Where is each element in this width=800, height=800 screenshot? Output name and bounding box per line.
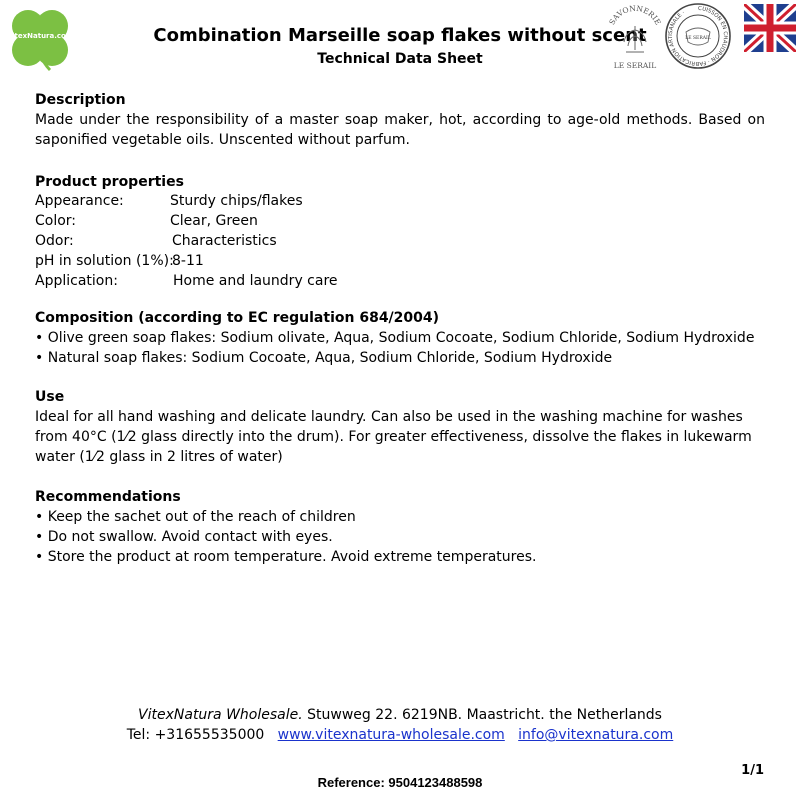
footer-address-line <box>0 707 800 723</box>
seal1-top-text: SAVONNERIE <box>607 3 663 27</box>
composition-item: • Olive green soap flakes: Sodium olivate, Aqua, Sodium Cocoate, Sodium Chloride, Sodium Hydroxide <box>35 330 755 346</box>
property-row-ph <box>35 251 535 271</box>
property-key: pH in solution (1%): <box>35 253 174 269</box>
email-link[interactable]: info@vitexnatura.com <box>518 727 674 743</box>
le-serail-round-seal <box>664 2 732 70</box>
uk-flag-icon[interactable] <box>744 4 796 52</box>
footer-company: VitexNatura Wholesale. <box>138 707 303 723</box>
footer-phone: Tel: +31655535000 <box>126 727 265 743</box>
properties-list <box>35 191 535 291</box>
property-key: Application: <box>35 273 118 289</box>
composition-item: • Natural soap flakes: Sodium Cocoate, Aqua, Sodium Chloride, Sodium Hydroxide <box>35 350 613 366</box>
property-value: Characteristics <box>172 233 277 249</box>
recommendation-item: • Do not swallow. Avoid contact with eyes. <box>35 529 333 545</box>
logo-text: VitexNatura.com <box>6 32 74 40</box>
use-text: Ideal for all hand washing and delicate laundry. Can also be used in the washing machine for washes from 40°C (1⁄2 glass directly into the drum). For greater effectiveness, dissolve the flakes in lukewarm water (1⁄2 glass in 2 litres of water) <box>35 409 752 465</box>
savonnerie-seal <box>604 0 666 72</box>
seal2-center-text: LE SERAIL <box>685 36 711 41</box>
property-row-color <box>35 211 535 231</box>
property-key: Color: <box>35 213 77 229</box>
property-row-odor <box>35 231 535 251</box>
footer-address: Stuwweg 22. 6219NB. Maastricht. the Netherlands <box>302 707 662 723</box>
document-subtitle: Technical Data Sheet <box>317 51 483 67</box>
seal2-ring-text: CUISSON EN CHAUDRON · FABRICATION ARTISANALE · <box>667 5 729 67</box>
property-value: Home and laundry care <box>173 273 338 289</box>
property-value: Clear, Green <box>170 213 258 229</box>
svg-text:SAVONNERIE <box>607 4 662 27</box>
recommendations-heading: Recommendations <box>35 489 181 505</box>
recommendation-item: • Store the product at room temperature. Avoid extreme temperatures. <box>35 549 537 565</box>
footer-contact-line <box>0 727 800 743</box>
description-text: Made under the responsibility of a master soap maker, hot, according to age-old methods. Based on saponified vegetable oils. Unscented without parfum. <box>35 112 765 148</box>
recommendations-list <box>35 507 536 567</box>
vitexnatura-logo <box>6 4 74 72</box>
document-title: Combination Marseille soap flakes without scent <box>153 25 647 46</box>
property-key: Appearance: <box>35 193 124 209</box>
composition-list <box>35 328 754 368</box>
property-row-appearance <box>35 191 535 211</box>
properties-heading: Product properties <box>35 174 184 190</box>
reference-number: Reference: 9504123488598 <box>317 775 483 790</box>
use-heading: Use <box>35 389 65 405</box>
website-link[interactable]: www.vitexnatura-wholesale.com <box>277 727 505 743</box>
property-value: 8-11 <box>172 253 204 269</box>
composition-heading: Composition (according to EC regulation 684/2004) <box>35 310 440 326</box>
property-row-application <box>35 271 535 291</box>
description-heading: Description <box>35 92 126 108</box>
recommendation-item: • Keep the sachet out of the reach of children <box>35 509 356 525</box>
property-value: Sturdy chips/flakes <box>170 193 303 209</box>
seal1-bottom-text: LE SERAIL <box>613 61 657 70</box>
property-key: Odor: <box>35 233 74 249</box>
page-number: 1/1 <box>741 763 764 778</box>
